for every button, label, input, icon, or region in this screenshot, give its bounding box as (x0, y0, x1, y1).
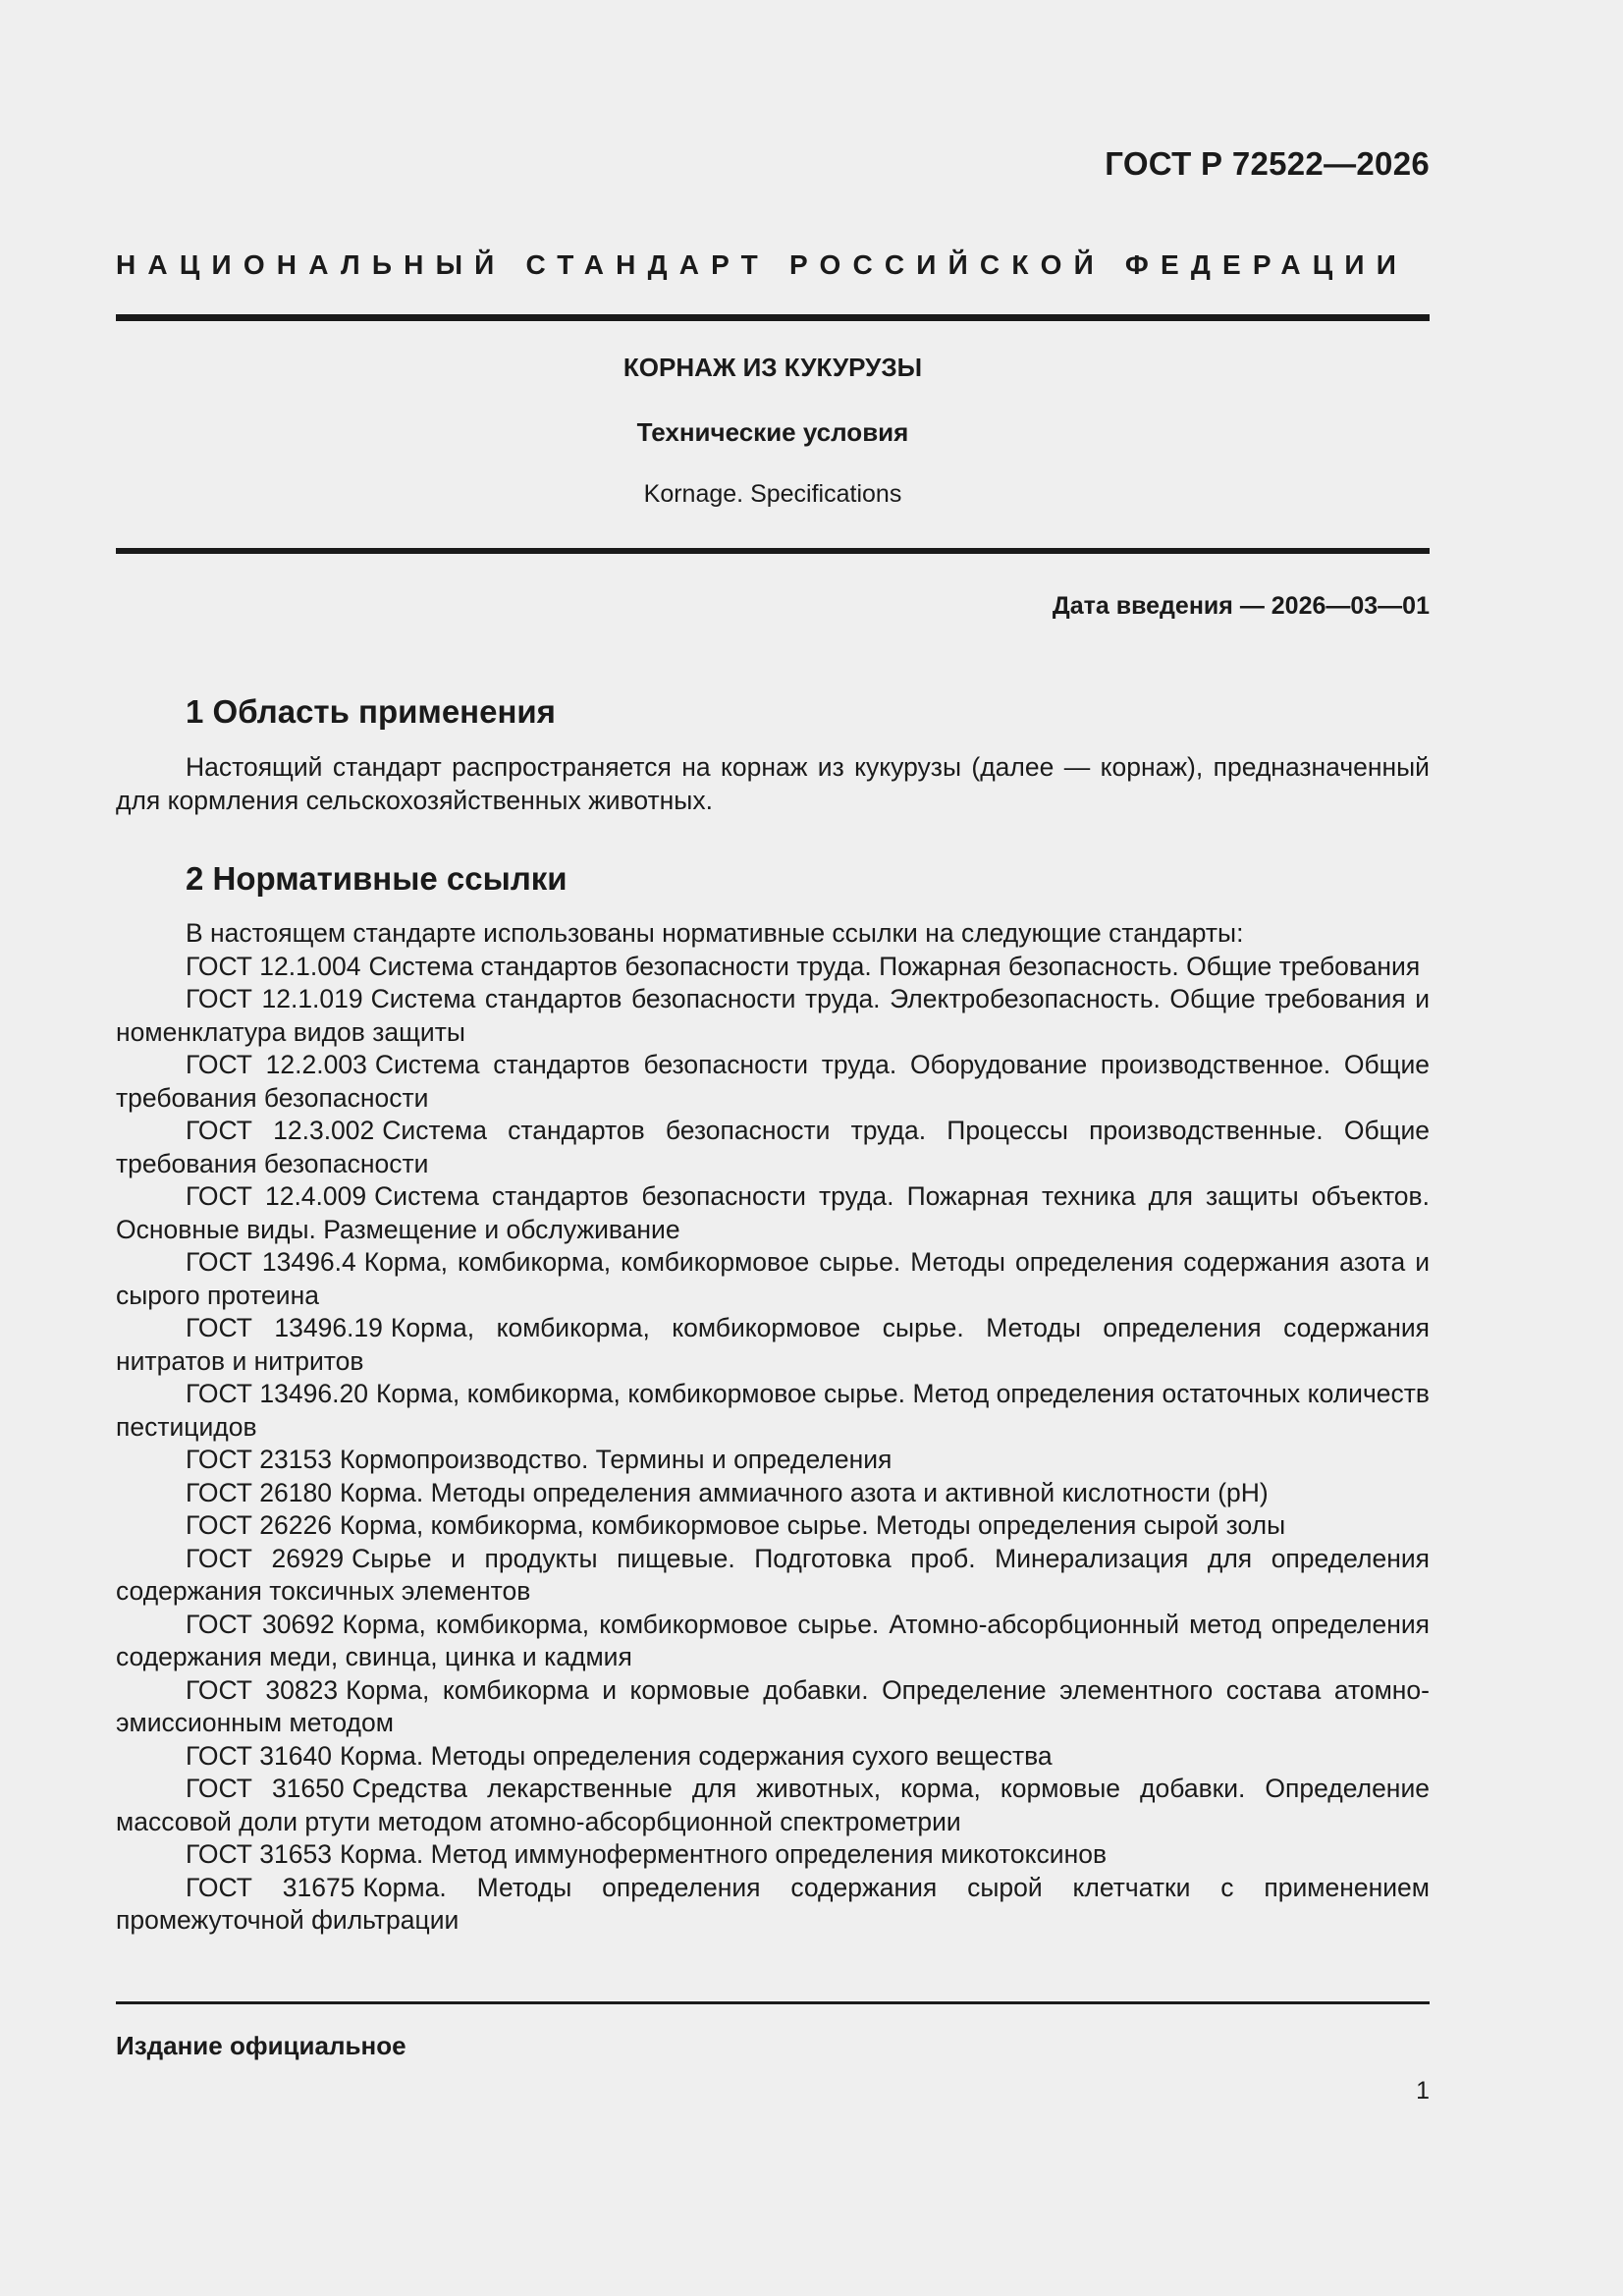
reference-item (116, 1740, 1430, 1774)
reference-code: ГОСТ 31640 (186, 1740, 332, 1771)
reference-title: Корма. Методы определения аммиачного азота и активной кислотности (рН) (339, 1477, 1269, 1507)
top-divider (116, 314, 1430, 321)
reference-code: ГОСТ 23153 (186, 1445, 332, 1474)
introduction-date: Дата введения — 2026—03—01 (1052, 592, 1430, 620)
reference-title: Корма. Методы определения содержания сухого вещества (339, 1740, 1053, 1771)
document-subtitle: Технические условия (636, 417, 909, 447)
document-title: КОРНАЖ ИЗ КУКУРУЗЫ (622, 353, 923, 382)
reference-code: ГОСТ 31653 (186, 1839, 332, 1869)
reference-title: Корма, комбикорма, комбикормовое сырье. Методы определения сырой золы (339, 1510, 1286, 1540)
reference-list (116, 951, 1430, 1938)
reference-code: ГОСТ 26180 (186, 1477, 332, 1507)
reference-title: Корма, комбикорма, комбикормовое сырье. Атомно-абсорбционный метод определения содержания меди, свинца, цинка и кадмия (116, 1609, 1430, 1671)
title-divider (116, 548, 1430, 554)
section-1-text (116, 751, 1430, 817)
english-title: Kornage. Specifications (643, 480, 902, 508)
page-number: 1 (1416, 2077, 1430, 2105)
reference-item (116, 1674, 1430, 1740)
reference-title: Корма, комбикорма, комбикормовое сырье. Метод определения остаточных количеств пестицидов (116, 1379, 1430, 1442)
reference-item (116, 983, 1430, 1049)
reference-item (116, 951, 1430, 984)
reference-item (116, 1115, 1430, 1180)
reference-code: ГОСТ 13496.4 (186, 1247, 356, 1277)
reference-item (116, 1773, 1430, 1838)
edition-label: Издание официальное (116, 2031, 406, 2060)
reference-item (116, 1609, 1430, 1674)
reference-code: ГОСТ 30823 (186, 1674, 339, 1705)
reference-code: ГОСТ 26929 (186, 1543, 345, 1573)
reference-title: Корма, комбикорма и кормовые добавки. Определение элементного состава атомно-эмиссионным методом (116, 1674, 1430, 1737)
reference-code: ГОСТ 30692 (186, 1609, 335, 1639)
references-intro: В настоящем стандарте использованы нормативные ссылки на следующие стандарты: (186, 918, 1244, 948)
national-standard-banner: НАЦИОНАЛЬНЫЙ СТАНДАРТ РОССИЙСКОЙ ФЕДЕРАЦИИ (116, 249, 1409, 280)
reference-title: Система стандартов безопасности труда. Пожарная техника для защиты объектов. Основные виды. Размещение и обслуживание (116, 1181, 1430, 1244)
reference-item (116, 1543, 1430, 1609)
reference-title: Средства лекарственные для животных, корма, кормовые добавки. Определение массовой доли ртути методом атомно-абсорбционной спектрометрии (116, 1774, 1430, 1836)
reference-title: Корма. Методы определения содержания сырой клетчатки с применением промежуточной фильтрации (116, 1872, 1430, 1935)
reference-item (116, 1872, 1430, 1938)
reference-item (116, 1509, 1430, 1543)
reference-item (116, 1312, 1430, 1378)
reference-code: ГОСТ 12.1.004 (186, 951, 361, 981)
reference-title: Система стандартов безопасности труда. Электробезопасность. Общие требования и номенклатура видов защиты (116, 984, 1431, 1047)
reference-item (116, 1838, 1430, 1872)
reference-code: ГОСТ 12.4.009 (186, 1181, 367, 1211)
reference-item (116, 1444, 1430, 1477)
reference-title: Система стандартов безопасности труда. Пожарная безопасность. Общие требования (368, 951, 1421, 981)
reference-title: Система стандартов безопасности труда. Процессы производственные. Общие требования безопасности (116, 1116, 1430, 1178)
reference-title: Сырье и продукты пищевые. Подготовка проб. Минерализация для определения содержания токсичных элементов (116, 1543, 1430, 1606)
reference-code: ГОСТ 26226 (186, 1510, 332, 1540)
reference-item (116, 1477, 1430, 1510)
reference-item (116, 1049, 1430, 1115)
reference-code: ГОСТ 12.2.003 (186, 1050, 367, 1079)
reference-title: Кормопроизводство. Термины и определения (339, 1445, 893, 1474)
reference-code: ГОСТ 12.3.002 (186, 1116, 375, 1145)
reference-title: Корма, комбикорма, комбикормовое сырье. Методы определения содержания азота и сырого протеина (116, 1247, 1430, 1310)
reference-code: ГОСТ 31675 (186, 1872, 355, 1902)
reference-title: Корма, комбикорма, комбикормовое сырье. Методы определения содержания нитратов и нитритов (116, 1313, 1431, 1376)
footer-divider (116, 2001, 1430, 2004)
section-1-heading: 1 Область применения (186, 693, 556, 730)
reference-code: ГОСТ 13496.19 (186, 1313, 383, 1342)
reference-item (116, 1246, 1430, 1312)
reference-code: ГОСТ 31650 (186, 1774, 345, 1803)
reference-item (116, 1180, 1430, 1246)
reference-title: Корма. Метод иммуноферментного определения микотоксинов (339, 1839, 1108, 1869)
document-number: ГОСТ Р 72522—2026 (1105, 145, 1430, 182)
section-1-body: Настоящий стандарт распространяется на корнаж из кукурузы (далее — корнаж), предназначенный для кормления сельскохозяйственных животных. (116, 752, 1430, 815)
reference-item (116, 1378, 1430, 1444)
reference-code: ГОСТ 13496.20 (186, 1379, 368, 1408)
normative-references (116, 917, 1430, 1938)
reference-code: ГОСТ 12.1.019 (186, 984, 363, 1013)
reference-title: Система стандартов безопасности труда. Оборудование производственное. Общие требования безопасности (116, 1050, 1430, 1113)
section-2-heading: 2 Нормативные ссылки (186, 860, 568, 897)
